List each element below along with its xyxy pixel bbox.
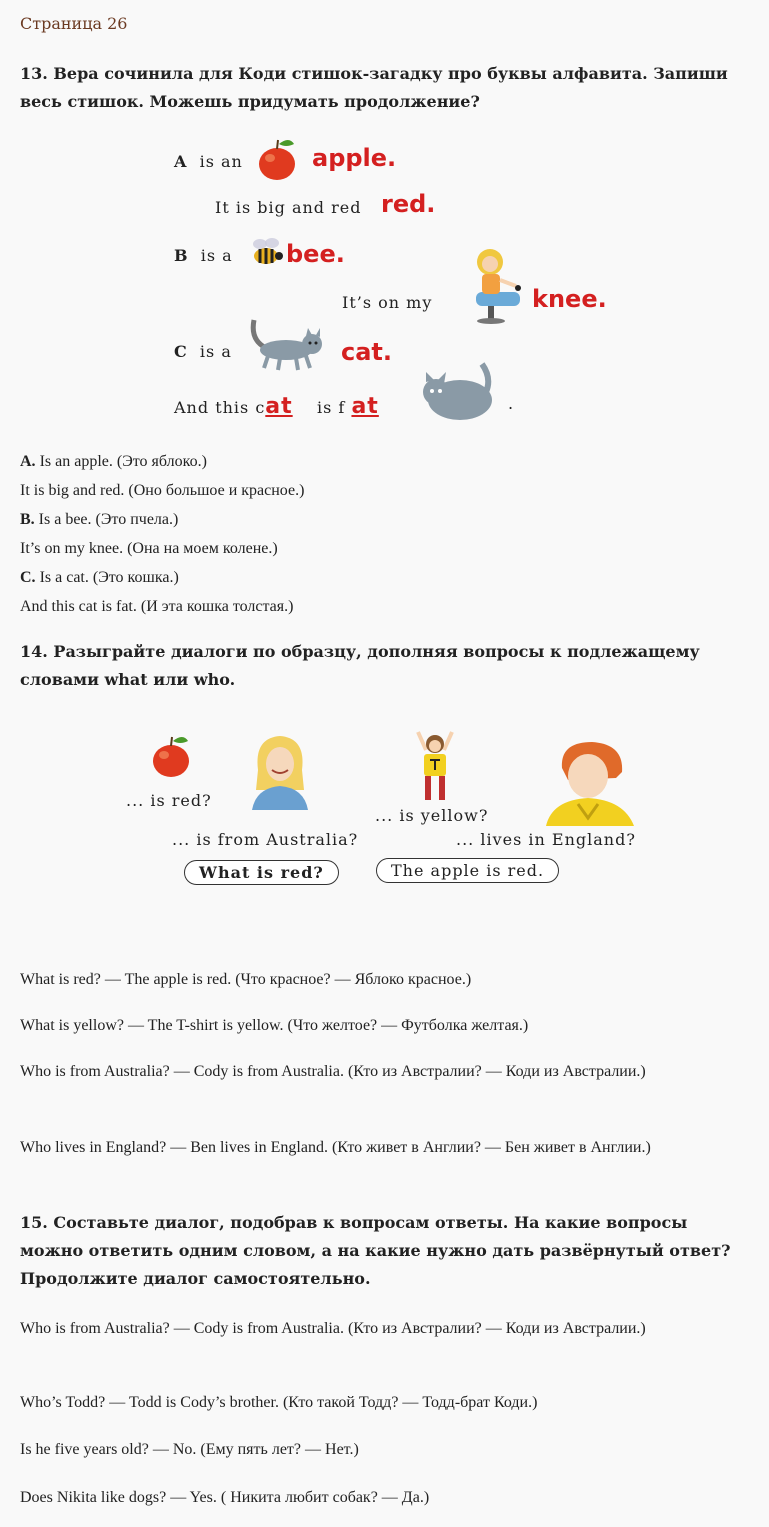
caption-is-red: ... is red? [126, 791, 212, 810]
speech-bubble-question: What is red? [184, 860, 339, 885]
poem-answer-red: red. [381, 190, 436, 218]
task13-answer-3: B. Is a bee. (Это пчела.) [20, 511, 179, 528]
task14-answer-4: Who lives in England? — Ben lives in England. (Кто живет в Англии? — Бен живет в Англии.) [20, 1139, 651, 1156]
task14-answer-2: What is yellow? — The T-shirt is yellow. (Что желтое? — Футболка желтая.) [20, 1017, 529, 1034]
task14-answer-1: What is red? — The apple is red. (Что красное? — Яблоко красное.) [20, 971, 472, 988]
poem-answer-bee: bee. [286, 240, 345, 268]
caption-lives-in-england: ... lives in England? [456, 830, 636, 849]
task14-heading: 14. Разыграйте диалоги по образцу, дополняя вопросы к подлежащему словами what или who. [20, 642, 700, 689]
task15-answer-1: Who is from Australia? — Cody is from Australia. (Кто из Австралии? — Коди из Австралии.) [20, 1320, 646, 1337]
fat-cat-icon [420, 358, 496, 424]
poem-line-6: And this cat is f at [174, 394, 379, 419]
caption-from-australia: ... is from Australia? [172, 830, 359, 849]
task13-answer-1: A. Is an apple. (Это яблоко.) [20, 453, 207, 470]
apple-icon [256, 136, 300, 182]
cat-icon [246, 310, 328, 372]
task13-answer-6: And this cat is fat. (И эта кошка толстая.) [20, 598, 294, 615]
task13-answer-2: It is big and red. (Оно большое и красное.) [20, 482, 305, 499]
poem-line-5: C is a [174, 342, 232, 361]
task13-answer-5: C. Is a cat. (Это кошка.) [20, 569, 179, 586]
poem-line-6-end: . [508, 394, 515, 413]
task15-answer-2: Who’s Todd? — Todd is Cody’s brother. (Кто такой Тодд? — Тодд-брат Коди.) [20, 1394, 538, 1411]
poem-answer-at-2: at [351, 394, 379, 419]
child-in-tshirt-icon [412, 728, 458, 806]
poem-answer-at-1: at [265, 394, 293, 419]
apple-icon [150, 733, 194, 779]
task14-answer-3: Who is from Australia? — Cody is from Australia. (Кто из Австралии? — Коди из Австралии.) [20, 1063, 646, 1080]
caption-is-yellow: ... is yellow? [375, 806, 489, 825]
poem-line-2: It is big and red [215, 198, 362, 217]
girl-portrait-icon [248, 730, 312, 810]
speech-bubble-answer: The apple is red. [376, 858, 559, 883]
task15-heading: 15. Составьте диалог, подобрав к вопросам ответы. На какие вопросы можно ответить одним словом, а на какие нужно дать развёрнутый ответ? Продолжите диалог самостоятельно. [20, 1213, 731, 1288]
poem-answer-cat: cat. [341, 338, 393, 366]
poem-line-1: A is an [174, 152, 243, 171]
page-label: Страница 26 [20, 14, 128, 33]
poem-answer-apple: apple. [312, 144, 397, 172]
task15-answer-4: Does Nikita like dogs? — Yes. ( Никита любит собак? — Да.) [20, 1489, 430, 1506]
task13-answer-4: It’s on my knee. (Она на моем колене.) [20, 540, 278, 557]
task15-answer-3: Is he five years old? — No. (Ему пять лет? — Нет.) [20, 1441, 359, 1458]
poem-line-3: B is a [174, 246, 233, 265]
task13-heading: 13. Вера сочинила для Коди стишок-загадку про буквы алфавита. Запиши весь стишок. Можешь придумать продолжение? [20, 64, 728, 111]
poem-answer-knee: knee. [532, 285, 607, 313]
bee-icon [246, 234, 286, 270]
boy-portrait-icon [542, 738, 638, 826]
girl-on-chair-icon [466, 244, 528, 324]
poem-line-4: It’s on my [342, 293, 433, 312]
